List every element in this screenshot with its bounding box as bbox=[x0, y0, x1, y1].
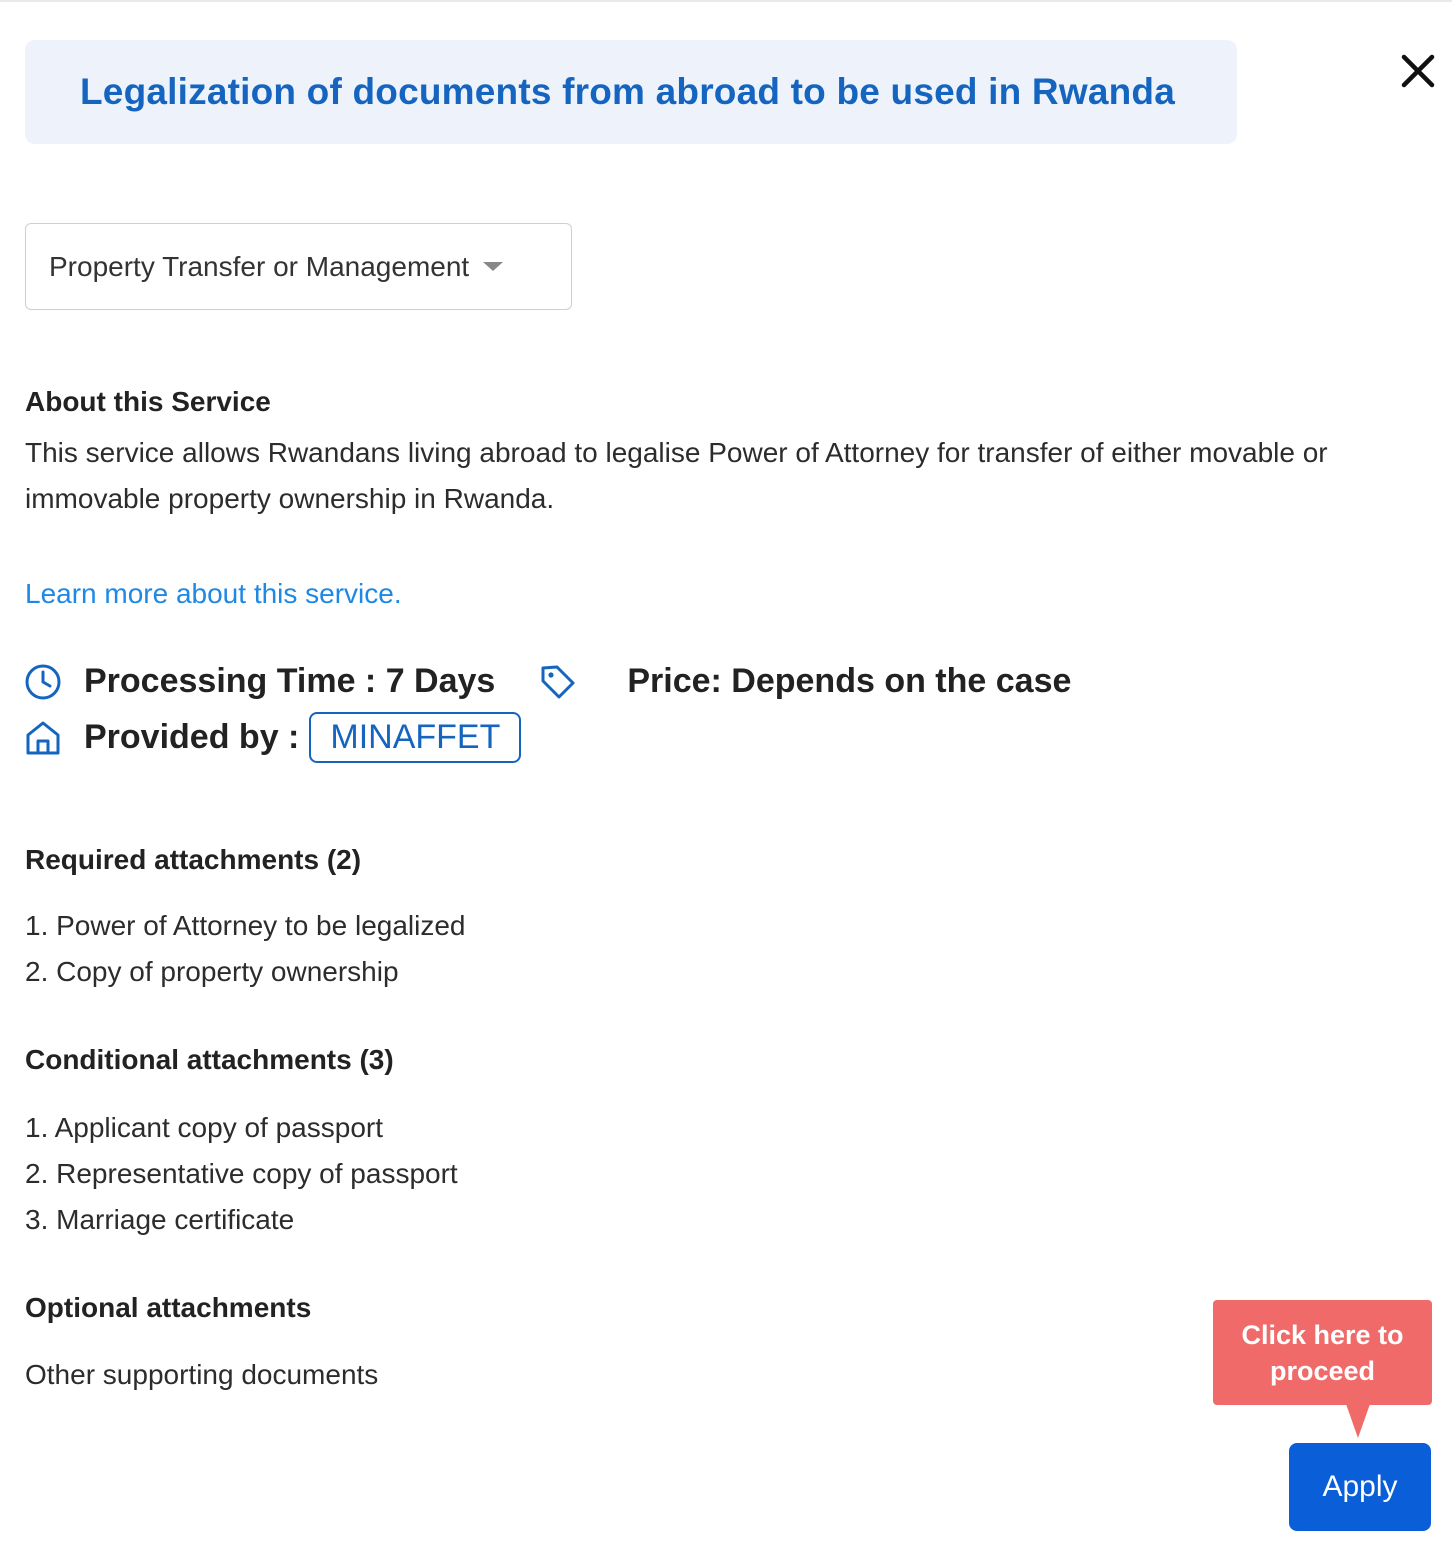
tag-icon bbox=[539, 663, 577, 701]
tooltip-pointer bbox=[1346, 1404, 1370, 1438]
list-item: 2. Representative copy of passport bbox=[25, 1158, 458, 1189]
close-button[interactable] bbox=[1395, 48, 1441, 94]
chevron-down-icon bbox=[483, 262, 503, 271]
meta-row-time-price bbox=[24, 662, 1071, 701]
provided-by-label: Provided by : bbox=[84, 718, 300, 756]
clock-icon bbox=[24, 663, 62, 701]
required-attachments-list bbox=[25, 903, 466, 995]
page-title: Legalization of documents from abroad to be used in Rwanda bbox=[80, 71, 1175, 112]
about-description: This service allows Rwandans living abroad to legalise Power of Attorney for transfer of either movable or immovable property ownership in Rwanda. bbox=[25, 437, 1328, 514]
close-icon bbox=[1401, 54, 1435, 88]
learn-more-link[interactable]: Learn more about this service. bbox=[25, 578, 402, 609]
conditional-attachments-list bbox=[25, 1105, 458, 1243]
required-attachments-heading: Required attachments (2) bbox=[25, 844, 362, 875]
meta-row-provider bbox=[24, 712, 521, 763]
list-item: Other supporting documents bbox=[25, 1359, 379, 1390]
title-banner bbox=[25, 40, 1237, 144]
category-select-value: Property Transfer or Management bbox=[49, 250, 470, 282]
processing-time: Processing Time : 7 Days bbox=[84, 662, 496, 700]
tooltip-line-2: proceed bbox=[1269, 1355, 1376, 1386]
conditional-attachments-heading: Conditional attachments (3) bbox=[25, 1044, 394, 1075]
list-item: 3. Marriage certificate bbox=[25, 1204, 295, 1235]
category-select[interactable] bbox=[25, 223, 572, 310]
tooltip-line-1: Click here to bbox=[1241, 1319, 1404, 1350]
tooltip-text bbox=[1241, 1317, 1403, 1389]
apply-button[interactable]: Apply bbox=[1289, 1443, 1431, 1531]
optional-attachments-list bbox=[25, 1352, 378, 1398]
list-item: 1. Power of Attorney to be legalized bbox=[25, 910, 466, 941]
building-icon bbox=[24, 719, 62, 757]
proceed-tooltip bbox=[1213, 1300, 1432, 1405]
optional-attachments-heading: Optional attachments bbox=[25, 1292, 312, 1323]
list-item: 2. Copy of property ownership bbox=[25, 956, 399, 987]
provider-badge[interactable]: MINAFFET bbox=[309, 712, 521, 763]
about-heading: About this Service bbox=[25, 386, 271, 417]
list-item: 1. Applicant copy of passport bbox=[25, 1112, 383, 1143]
price: Price: Depends on the case bbox=[627, 662, 1072, 700]
